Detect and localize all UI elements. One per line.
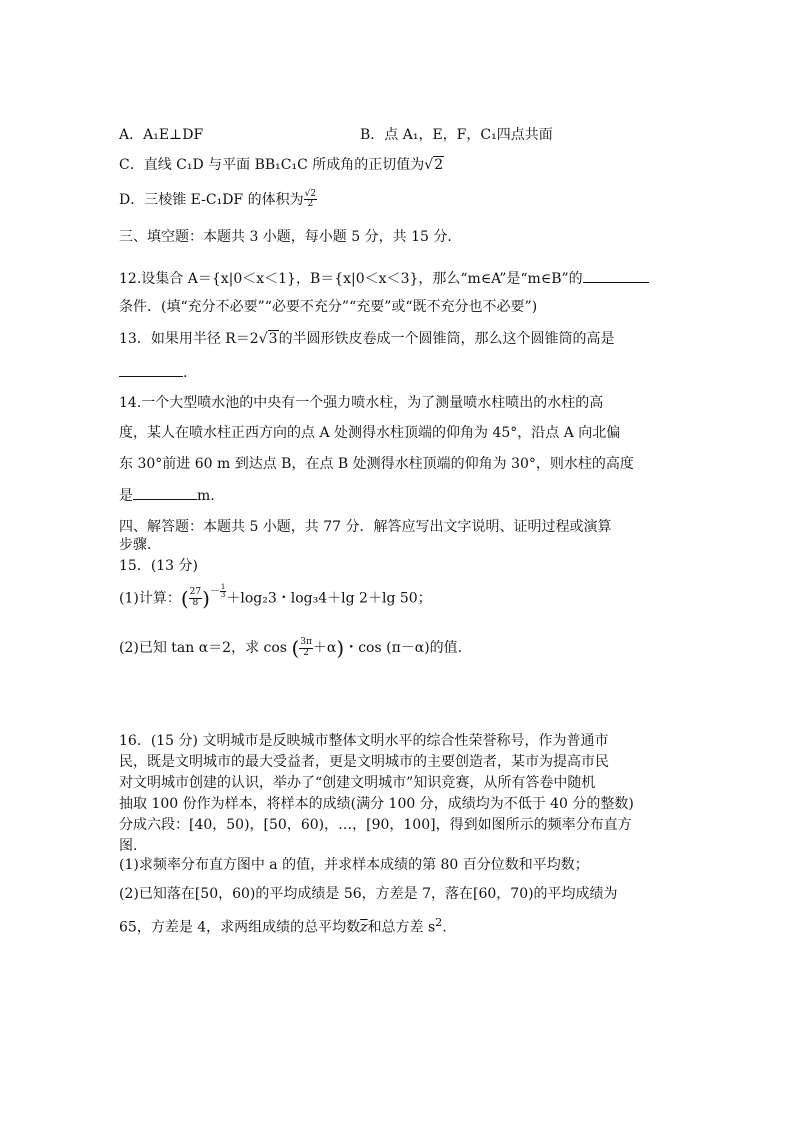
option-d-fraction	[304, 190, 317, 210]
q15-exponent-sign: －	[209, 586, 220, 598]
q15-exp-den: 3	[220, 591, 226, 600]
q14-line-1: 14.一个大型喷水池的中央有一个强力喷水柱，为了测量喷水柱喷出的水柱的高	[119, 395, 604, 411]
q13-sqrt: √3	[258, 331, 278, 347]
q14-blank	[133, 487, 197, 500]
q15-exponent	[209, 583, 226, 600]
q16-superscript: 2	[435, 916, 443, 929]
q15-fraction	[189, 588, 202, 608]
q13-line-2	[119, 364, 187, 382]
q14-line-3: 东 30°前进 60 m 到达点 B，在点 B 处测得水柱顶端的仰角为 30°，则水柱的高度	[119, 456, 634, 472]
q14-line-2: 度，某人在喷水柱正西方向的点 A 处测得水柱顶端的仰角为 45°，沿点 A 向北偏	[119, 425, 621, 441]
q13-blank	[119, 364, 183, 377]
option-d-numerator: √2	[304, 189, 317, 199]
q13-text-pre: 13．如果用半径 R＝2	[119, 331, 259, 347]
q15-p2-right-paren: )	[336, 636, 345, 660]
q16-line-9-pre: 65，方差是 4，求两组成绩的总平均数	[119, 919, 361, 936]
q15-part-1	[119, 583, 432, 611]
q15-exp-num: 1	[220, 583, 226, 591]
option-c	[119, 157, 444, 174]
q15-p2-denominator: 2	[303, 647, 309, 658]
option-c-text: C．直线 C₁D 与平面 BB₁C₁C 所成角的正切值为	[119, 157, 425, 173]
option-c-sqrt: √2	[424, 157, 444, 173]
q15-part-1-rest: ＋log₂3・log₃4＋lg 2＋lg 50；	[226, 590, 432, 607]
q15-p2-numerator: 3π	[300, 637, 312, 648]
q14-text-pre: 是	[119, 488, 133, 504]
q16-z-bar: $\overline{z}$	[360, 919, 368, 936]
q16-line-5: 分成六段：[40，50)，[50，60)，…，[90，100]，得到如图所示的频率分布直方	[119, 817, 632, 833]
q15-p2-left-paren: (	[291, 636, 300, 660]
section-4-heading-2: 步骤．	[119, 537, 161, 553]
q12-line-2: 条件．(填“充分不必要”“必要不充分”“充要”或“既不充分也不必要”)	[119, 299, 538, 315]
q15-title: 15．(13 分)	[119, 558, 199, 574]
q16-line-9-end: .	[442, 919, 447, 936]
q16-line-7: (1)求频率分布直方图中 a 的值，并求样本成绩的第 80 百分位数和平均数；	[119, 857, 589, 873]
q13-sqrt-value: 3	[268, 331, 278, 347]
q15-part-2-rest: ・cos (π－α)的值.	[344, 640, 463, 656]
q14-line-4	[119, 487, 215, 505]
option-c-sqrt-value: 2	[434, 157, 444, 173]
q15-p2-fraction	[299, 638, 313, 658]
option-b: B．点 A₁，E，F，C₁四点共面	[360, 127, 553, 143]
option-d-denominator: 2	[307, 199, 314, 210]
q16-line-4: 抽取 100 份作为样本，将样本的成绩(满分 100 分，成绩均为不低于 40 分的整数)	[119, 796, 634, 812]
q16-line-2: 民，既是文明城市的最大受益者，更是文明城市的主要创造者，某市为提高市民	[119, 754, 609, 770]
q16-line-6: 图.	[119, 838, 138, 854]
q16-line-1: 16．(15 分) 文明城市是反映城市整体文明水平的综合性荣誉称号，作为普通市	[119, 733, 609, 749]
q12-line-1	[119, 270, 649, 288]
q15-right-paren: )	[202, 586, 210, 611]
q16-line-9-mid: 和总方差 s	[367, 919, 436, 936]
q14-text-post: m.	[197, 488, 215, 504]
q15-p2-inner: ＋α	[312, 640, 337, 656]
q16-line-9	[119, 916, 447, 936]
q15-part-2-label: (2)已知 tan α＝2，求 cos	[119, 640, 287, 656]
q13-text-post: 的半圆形铁皮卷成一个圆锥筒，那么这个圆锥筒的高是	[278, 331, 615, 347]
q15-numerator: 27	[189, 587, 202, 598]
q15-denominator: 8	[192, 597, 199, 608]
q15-part-1-label: (1)计算：	[119, 590, 181, 607]
q16-line-3: 对文明城市创建的认识，举办了“创建文明城市”知识竞赛，从所有答卷中随机	[119, 775, 596, 791]
option-a: A．A₁E⊥DF	[119, 127, 204, 143]
q15-left-paren: (	[180, 586, 189, 611]
q13-line-1	[119, 331, 615, 348]
q12-blank	[583, 270, 649, 283]
section-4-heading-1: 四、解答题：本题共 5 小题，共 77 分．解答应写出文字说明、证明过程或演算	[119, 519, 612, 535]
section-3-heading: 三、填空题：本题共 3 小题，每小题 5 分，共 15 分．	[119, 229, 462, 245]
q13-end: .	[183, 365, 188, 381]
option-d	[119, 190, 317, 210]
q16-line-8: (2)已知落在[50，60)的平均成绩是 56，方差是 7，落在[60，70)的平均成绩为	[119, 886, 618, 902]
option-d-text: D．三棱锥 E-C₁DF 的体积为	[119, 191, 304, 208]
q12-text: 12.设集合 A＝{x|0＜x＜1}，B＝{x|0＜x＜3}，那么“m∈A”是“m∈B”的	[119, 271, 583, 287]
q15-part-2	[119, 638, 462, 658]
